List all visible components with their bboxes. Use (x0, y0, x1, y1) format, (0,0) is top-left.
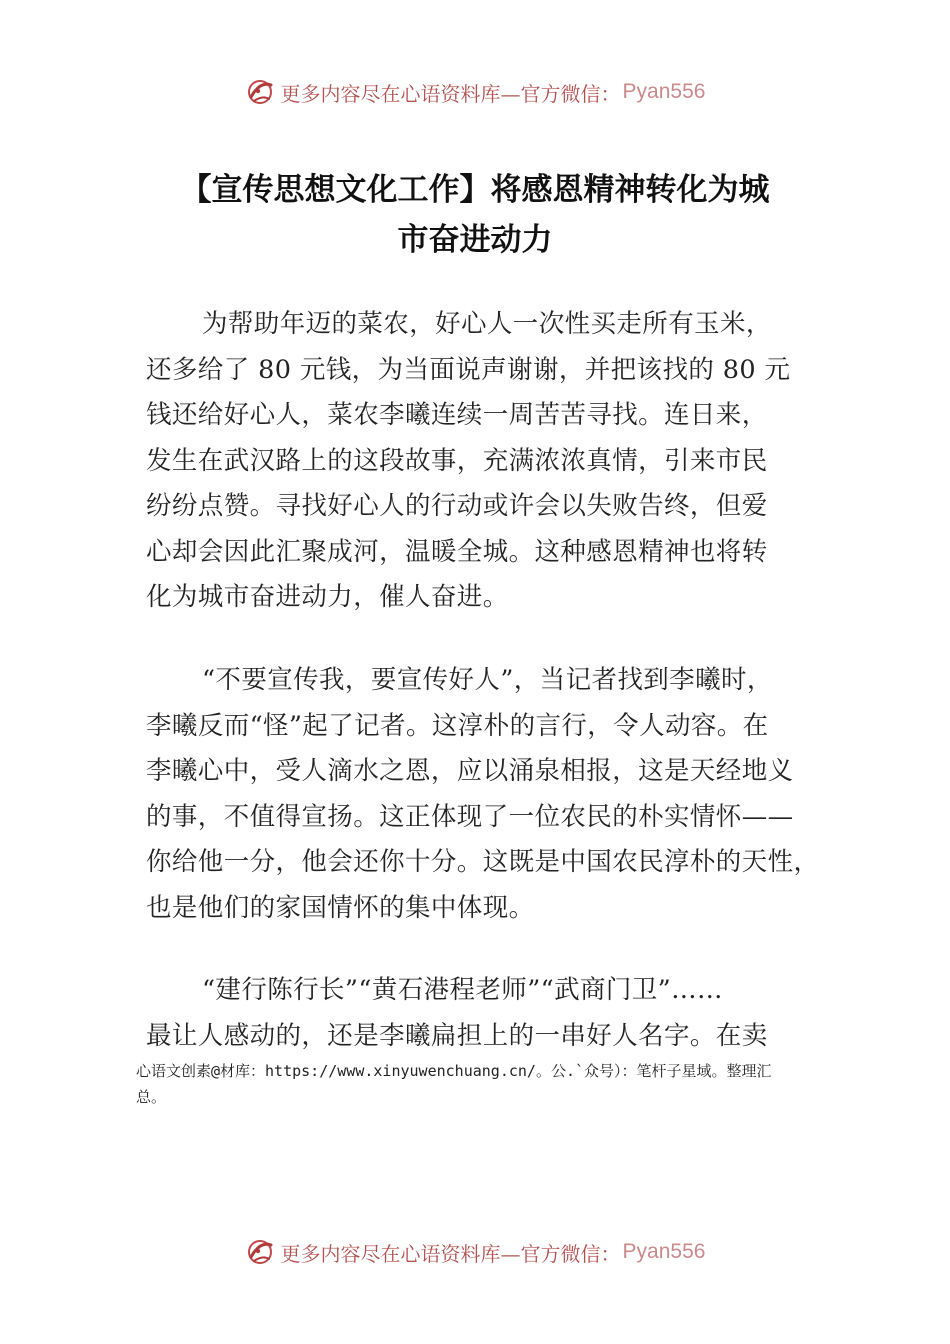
paragraph-line: 的事，不值得宣扬。这正体现了一位农民的朴实情怀—— (146, 801, 794, 832)
title-line-2: 市奋进动力 (397, 222, 553, 258)
paragraph-line: 你给他一分，他会还你十分。这既是中国农民淳朴的天性， (146, 847, 820, 877)
library-logo-icon (245, 77, 275, 107)
article-title (120, 165, 830, 265)
title-line-1: 【宣传思想文化工作】将感恩精神转化为城 (180, 172, 770, 208)
paragraph-1 (146, 302, 836, 621)
paragraph-line: 纷纷点赞。寻找好心人的行动或许会以失败告终，但爱 (146, 491, 768, 521)
paragraph-line: 心却会因此汇聚成河，温暖全城。这种感恩精神也将转 (146, 536, 768, 567)
source-footnote (136, 1058, 836, 1110)
banner-text: 更多内容尽在心语资料库—官方微信： (280, 81, 621, 106)
paragraph-line: 最让人感动的，还是李曦扁担上的一串好人名字。在卖 (146, 1020, 768, 1051)
banner-wechat-id: Pyan556 (622, 1240, 706, 1263)
footnote-line-1: 心语文创素@材库：https://www.xinyuwenchuang.cn/。公.`众号）：笔杆子星域。整理汇 (136, 1062, 772, 1080)
paragraph-line: 李曦反而“怪”起了记者。这淳朴的言行，令人动容。在 (146, 710, 769, 741)
header-banner (0, 72, 950, 112)
paragraph-line: 李曦心中，受人滴水之恩，应以涌泉相报，这是天经地义 (146, 756, 794, 786)
footnote-line-2: 总。 (136, 1088, 167, 1106)
library-logo-icon (245, 1237, 275, 1267)
paragraph-line: “不要宣传我，要宣传好人”，当记者找到李曦时， (202, 665, 773, 695)
paragraph-line: “建行陈行长”“黄石港程老师”“武商门卫”…… (202, 975, 723, 1005)
paragraph-2 (146, 658, 836, 931)
footer-banner (0, 1232, 950, 1272)
paragraph-line: 化为城市奋进动力，催人奋进。 (146, 582, 509, 612)
paragraph-line: 也是他们的家国情怀的集中体现。 (146, 892, 535, 923)
paragraph-line: 还多给了 80 元钱，为当面说声谢谢，并把该找的 80 元 (146, 354, 791, 385)
paragraph-3 (146, 968, 836, 1059)
banner-wechat-id: Pyan556 (622, 80, 706, 103)
paragraph-line: 发生在武汉路上的这段故事，充满浓浓真情，引来市民 (146, 445, 768, 476)
paragraph-line: 为帮助年迈的菜农，好心人一次性买走所有玉米， (202, 309, 772, 339)
paragraph-line: 钱还给好心人，菜农李曦连续一周苦苦寻找。连日来， (146, 400, 768, 430)
banner-text: 更多内容尽在心语资料库—官方微信： (280, 1241, 621, 1266)
